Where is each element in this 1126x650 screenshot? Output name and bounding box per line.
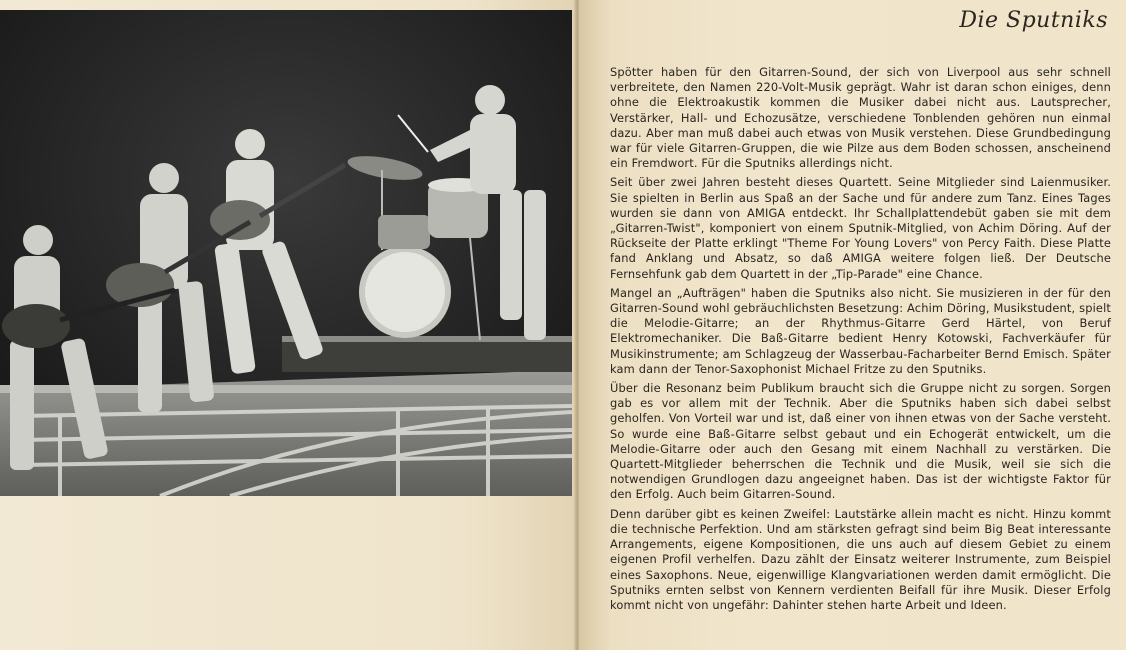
band-photo (0, 10, 572, 496)
article-body (610, 65, 1111, 617)
article-paragraph: Über die Resonanz beim Publikum braucht sich die Gruppe nicht zu sorgen. Sorgen gab es vor allem mit der Technik. Aber die Sputniks haben sich dabei selbst geholfen. Von Vorteil war und ist, daß einer von ihnen etwas von der Sache versteht. So wurde eine Baß-Gitarre selbst gebaut und ein Echogerät entwickelt, um die Melodie-Gitarre oder auch den Gesang mit einem Nachhall zu verstärken. Die Quartett-Mitglieder beherrschen die Technik und die Musik, weil sie sich die notwendigen Grundlogen dazu angeeignet haben. Das ist der wichtigste Faktor für den Erfolg. Auch beim Gitarren-Sound. (610, 381, 1111, 502)
running-head: Die Sputniks (959, 8, 1108, 33)
band-photo-illustration (0, 10, 572, 496)
article-paragraph: Mangel an „Aufträgen" haben die Sputniks also nicht. Sie musizieren in der für den Gitarren-Sound wohl gebräuchlichsten Besetzung: Achim Döring, Musikstudent, spielt die Melodie-Gitarre; an der Rhythmus-Gitarre Gerd Härtel, von Beruf Elektromechaniker. Die Baß-Gitarre bedient Henry Kotowski, Fachverkäufer für Musikinstrumente; am Schlagzeug der Wasserbau-Facharbeiter Bernd Emisch. Später kam dann der Tenor-Saxophonist Michael Fritze zu den Sputniks. (610, 285, 1111, 376)
article-paragraph: Seit über zwei Jahren besteht dieses Quartett. Seine Mitglieder sind Laienmusiker. Sie spielten in Berlin aus Spaß an der Sache und für andere zum Tanz. Eines Tages wurden sie dann von AMIGA entdeckt. Ihr Schallplattendebüt gaben sie mit dem „Gitarren-Twist", komponiert von einem Sputnik-Mitglied, von Achim Döring. Auf der Rückseite der Platte erklingt "Theme For Young Lovers" von Percy Faith. Diese Platte fand Anklang und Absatz, so daß AMIGA weitere folgen ließ. Der Deutsche Fernsehfunk gab dem Quartett in der „Tip-Parade" eine Chance. (610, 175, 1111, 281)
article-paragraph: Denn darüber gibt es keinen Zweifel: Lautstärke allein macht es nicht. Hinzu kommt die technische Perfektion. Und am stärksten gefragt sind beim Big Beat interessante Arrangements, eigene Kompositionen, die uns auch auf diesem Gebiet zu einem eigenen Profil verhelfen. Dazu zählt der Einsatz weiterer Instrumente, zum Beispiel eines Saxophons. Neue, eigenwillige Klangvariationen werden damit ermöglicht. Die Sputniks ernten selbst von Kennern verdienten Beifall für ihre Musik. Dieser Erfolg kommt nicht von ungefähr: Dahinter stehen harte Arbeit und Ideen. (610, 506, 1111, 612)
article-paragraph: Spötter haben für den Gitarren-Sound, der sich von Liverpool aus sehr schnell verbreitete, den Namen 220-Volt-Musik geprägt. Wahr ist daran schon einiges, denn ohne die Elektroakustik kommen die Musiker dabei nicht aus. Lautsprecher, Verstärker, Hall- und Echozusätze, verschiedene Tonblenden gehören nun einmal dazu. Aber man muß dabei auch etwas von Musik verstehen. Diese Grundbedingung war für viele Gitarren-Gruppen, die wie Pilze aus dem Boden schossen, anscheinend ein Fremdwort. Für die Sputniks allerdings nicht. (610, 65, 1111, 171)
